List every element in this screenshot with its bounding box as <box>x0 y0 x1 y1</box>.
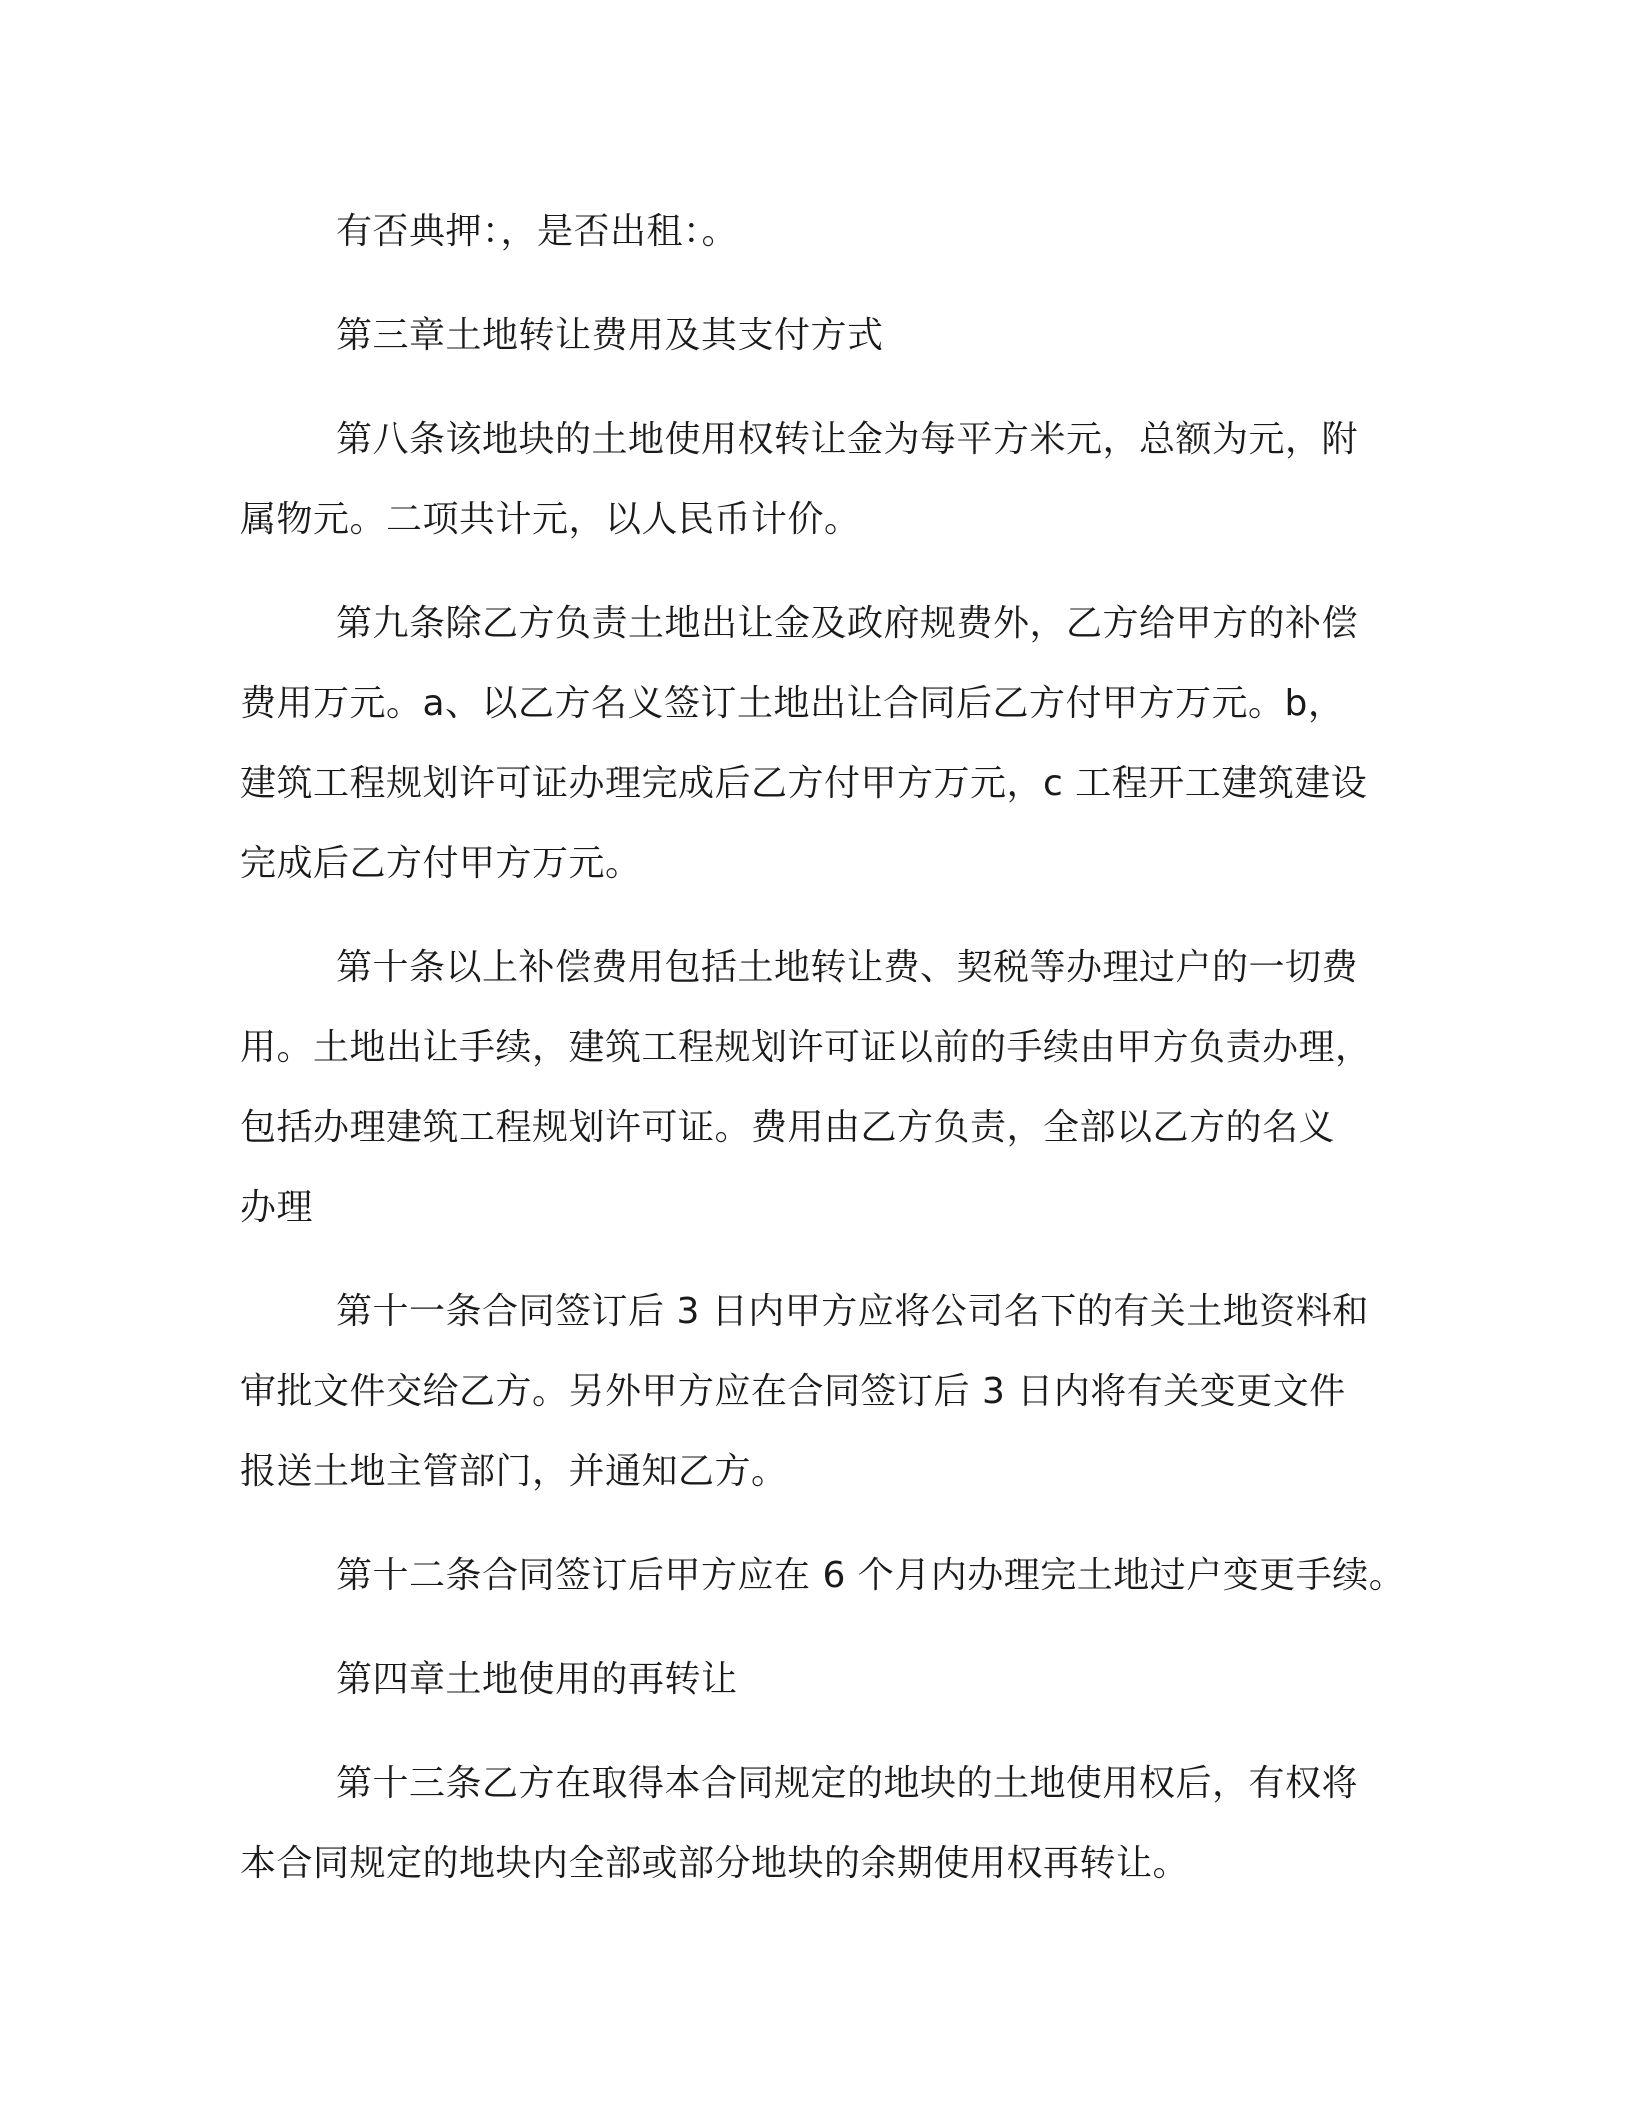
article-line: 审批文件交给乙方。另外甲方应在合同签订后 3 日内将有关变更文件 <box>240 1371 1346 1412</box>
article-line: 属物元。二项共计元，以人民币计价。 <box>240 499 861 540</box>
article-line: 第十条以上补偿费用包括土地转让费、契税等办理过户的一切费 <box>336 947 1359 988</box>
article-eight <box>240 400 1400 560</box>
article-line: 第九条除乙方负责土地出让金及政府规费外，乙方给甲方的补偿 <box>336 603 1359 644</box>
article-line: 第十三条乙方在取得本合同规定的地块的土地使用权后，有权将 <box>336 1763 1359 1804</box>
heading-text: 第三章土地转让费用及其支付方式 <box>336 315 884 356</box>
article-twelve <box>240 1536 1406 1616</box>
article-line: 办理 <box>240 1187 314 1228</box>
article-line: 报送土地主管部门，并通知乙方。 <box>240 1451 788 1492</box>
article-line: 包括办理建筑工程规划许可证。费用由乙方负责，全部以乙方的名义 <box>240 1107 1336 1148</box>
article-eleven <box>240 1272 1400 1512</box>
article-line: 完成后乙方付甲方万元。 <box>240 843 642 884</box>
paragraph-mortgage-lease <box>240 192 1400 272</box>
article-line: 费用万元。a、以乙方名义签订土地出让合同后乙方付甲方万元。b， <box>240 683 1345 724</box>
chapter-four-heading <box>240 1640 1400 1720</box>
document-body <box>240 192 1406 1928</box>
chapter-three-heading <box>240 296 1400 376</box>
article-line: 用。土地出让手续，建筑工程规划许可证以前的手续由甲方负责办理， <box>240 1027 1372 1068</box>
paragraph-text: 有否典押：，是否出租：。 <box>336 211 739 252</box>
article-nine <box>240 584 1400 904</box>
article-line: 第十一条合同签订后 3 日内甲方应将公司名下的有关土地资料和 <box>336 1291 1369 1332</box>
article-line: 建筑工程规划许可证办理完成后乙方付甲方万元，c 工程开工建筑建设 <box>240 763 1368 804</box>
article-line: 第八条该地块的土地使用权转让金为每平方米元，总额为元，附 <box>336 419 1359 460</box>
paragraph-text: 第十二条合同签订后甲方应在 6 个月内办理完土地过户变更手续。 <box>336 1555 1406 1596</box>
article-thirteen <box>240 1744 1400 1904</box>
heading-text: 第四章土地使用的再转让 <box>336 1659 738 1700</box>
article-ten <box>240 928 1400 1248</box>
article-line: 本合同规定的地块内全部或部分地块的余期使用权再转让。 <box>240 1843 1190 1884</box>
